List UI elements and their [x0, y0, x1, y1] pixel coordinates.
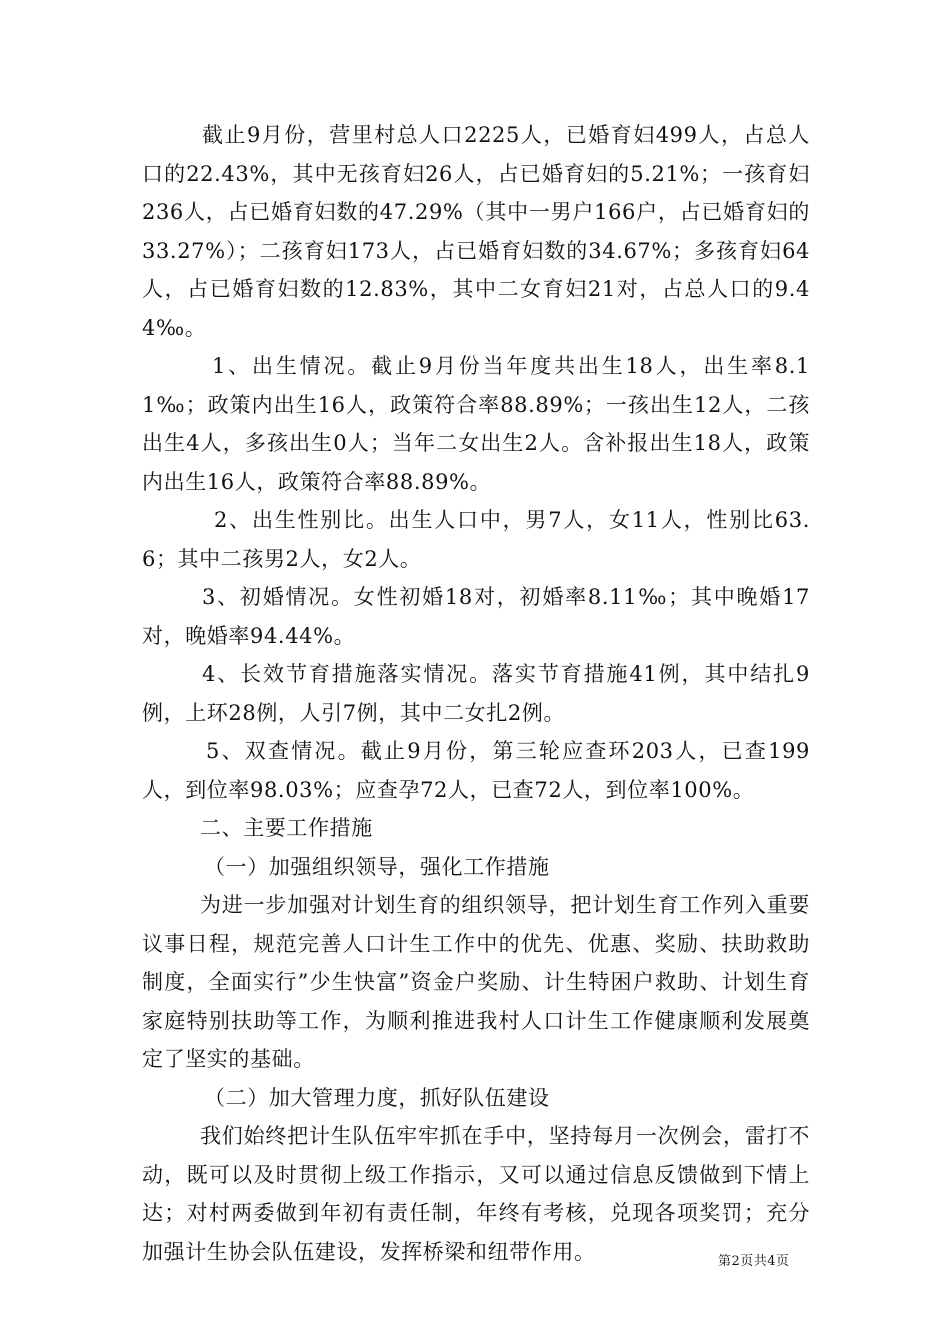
paragraph-birth-situation: 1、出生情况。截止9月份当年度共出生18人，出生率8.11‰；政策内出生16人，政策符合率88.89%；一孩出生12人，二孩出生4人，多孩出生0人；当年二女出生2人。含补报出生18人，政策内出生16人，政策符合率88.89%。: [142, 354, 810, 494]
section-heading-main-measures: 二、主要工作措施: [200, 816, 373, 840]
page-number: 第2页共4页: [718, 1254, 790, 1269]
paragraph-first-marriage: 3、初婚情况。女性初婚18对，初婚率8.11‰；其中晚婚17对，晚婚率94.44%。: [142, 585, 810, 648]
paragraph-population-summary: 截止9月份，营里村总人口2225人，已婚育妇499人，占总人口的22.43%，其中无孩育妇26人，占已婚育妇的5.21%；一孩育妇236人，占已婚育妇数的47.29%（其中一男户166户，占已婚育妇的33.27%）；二孩育妇173人，占已婚育妇数的34.67%；多孩育妇64人，占已婚育妇数的12.83%，其中二女育妇21对，占总人口的9.44‰。: [142, 123, 810, 340]
paragraph-double-check: 5、双查情况。截止9月份，第三轮应查环203人，已查199人，到位率98.03%；应查孕72人，已查72人，到位率100%。: [142, 739, 810, 802]
subsection-heading-organization: （一）加强组织领导，强化工作措施: [204, 854, 550, 879]
paragraph-organization-leadership: 为进一步加强对计划生育的组织领导，把计划生育工作列入重要议事日程，规范完善人口计生工作中的优先、优惠、奖励、扶助救助制度，全面实行”少生快富”资金户奖励、计生特困户救助、计划生育家庭特别扶助等工作，为顺利推进我村人口计生工作健康顺利发展奠定了坚实的基础。: [142, 893, 810, 1071]
paragraph-sex-ratio: 2、出生性别比。出生人口中，男7人，女11人，性别比63.6；其中二孩男2人，女2人。: [142, 508, 810, 571]
document-body: [142, 116, 810, 1271]
paragraph-contraception: 4、长效节育措施落实情况。落实节育措施41例，其中结扎9例，上环28例，人引7例，其中二女扎2例。: [142, 662, 810, 725]
subsection-heading-management: （二）加大管理力度，抓好队伍建设: [204, 1085, 550, 1110]
paragraph-team-building: 我们始终把计生队伍牢牢抓在手中，坚持每月一次例会，雷打不动，既可以及时贯彻上级工作指示，又可以通过信息反馈做到下情上达；对村两委做到年初有责任制，年终有考核，兑现各项奖罚；充分加强计生协会队伍建设，发挥桥梁和纽带作用。: [142, 1124, 810, 1264]
